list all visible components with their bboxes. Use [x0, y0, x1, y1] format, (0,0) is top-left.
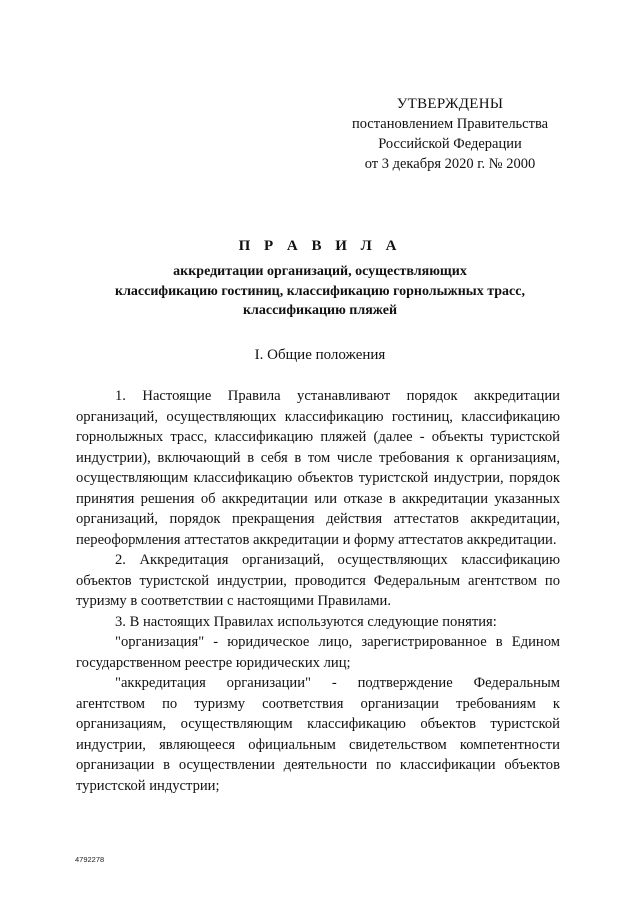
footer-code: 4792278: [75, 855, 105, 864]
paragraph: 2. Аккредитация организаций, осуществляющих классификацию объектов туристской индустрии, проводится Федеральным агентством по туризму в соответствии с настоящими Правилами.: [76, 552, 560, 609]
document-title: П Р А В И Л А: [238, 238, 402, 254]
approval-block: [330, 94, 570, 174]
paragraph: 3. В настоящих Правилах используются следующие понятия:: [115, 613, 497, 630]
approval-title: УТВЕРЖДЕНЫ: [396, 96, 504, 112]
document-subtitle: [70, 262, 570, 321]
definition-paragraph: "организация" - юридическое лицо, зарегистрированное в Едином государственном реестре юридических лиц;: [76, 634, 560, 671]
approval-line: Российской Федерации: [378, 136, 522, 152]
paragraph: 1. Настоящие Правила устанавливают порядок аккредитации организаций, осуществляющих классификацию гостиниц, классификацию горнолыжных трасс, классификацию пляжей (далее - объекты туристской индустрии), включающий в себя в том числе требования к организациям, осуществляющим классификацию объектов туристской индустрии, порядок принятия решения об аккредитации или отказе в аккредитации указанных организаций, порядок прекращения действия аттестатов аккредитации, переоформления аттестатов аккредитации и форму аттестатов аккредитации.: [76, 388, 560, 548]
document-body: [76, 386, 560, 796]
subtitle-line: классификацию гостиниц, классификацию горнолыжных трасс,: [115, 283, 525, 299]
approval-date-line: от 3 декабря 2020 г. № 2000: [364, 156, 536, 172]
section-heading: I. Общие положения: [254, 347, 386, 363]
subtitle-line: классификацию пляжей: [242, 303, 398, 318]
definition-paragraph: "аккредитация организации" - подтверждение Федеральным агентством по туризму соответствия организации требованиям к организациям, осуществляющим классификацию объектов туристской индустрии, являющееся официальным свидетельством компетентности организации в осуществлении деятельности по классификации объектов туристской индустрии;: [76, 675, 560, 794]
subtitle-line: аккредитации организаций, осуществляющих: [173, 264, 467, 279]
approval-line: постановлением Правительства: [351, 116, 549, 132]
